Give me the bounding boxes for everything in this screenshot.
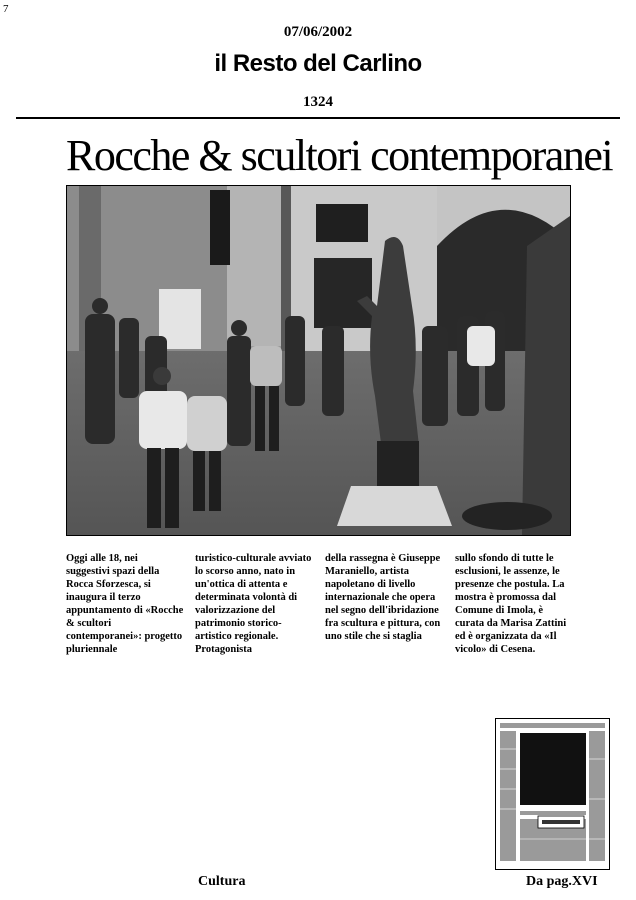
article-column-1: Oggi alle 18, nei suggestivi spazi della Rocca Sforzesca, si inaugura il terzo appuntamento di «Rocche & scultori contemporanei»: progetto pluriennale: [66, 553, 184, 655]
header-rule: [16, 117, 620, 119]
article-headline: Rocche & scultori contemporanei: [66, 131, 613, 180]
article-column-3: della rassegna è Giuseppe Maraniello, artista napoletano di livello internazionale che opera nel segno dell'ibridazione fra scultura e pittura, con uno stile che si staglia: [325, 553, 441, 642]
page-thumbnail: [495, 718, 610, 870]
publication-date: 07/06/2002: [283, 24, 353, 40]
newspaper-masthead: il Resto del Carlino: [214, 50, 422, 77]
article-photo: [66, 185, 571, 536]
page-reference: Da pag.XVI: [526, 874, 598, 889]
section-label: Cultura: [198, 874, 246, 889]
clipping-code: 1324: [303, 94, 333, 110]
article-column-2: turistico-culturale avviato lo scorso anno, nato in un'ottica di attenta e determinata volontà di valorizzazione del patrimonio storico-artistico regionale. Protagonista: [195, 553, 312, 655]
page-number: 7: [3, 3, 9, 15]
article-column-4: sullo sfondo di tutte le esclusioni, le assenze, le presenze che postula. La mostra è promossa dal Comune di Imola, è curata da Marisa Zattini ed è organizzata da «Il vicolo» di Cesena.: [455, 553, 567, 655]
